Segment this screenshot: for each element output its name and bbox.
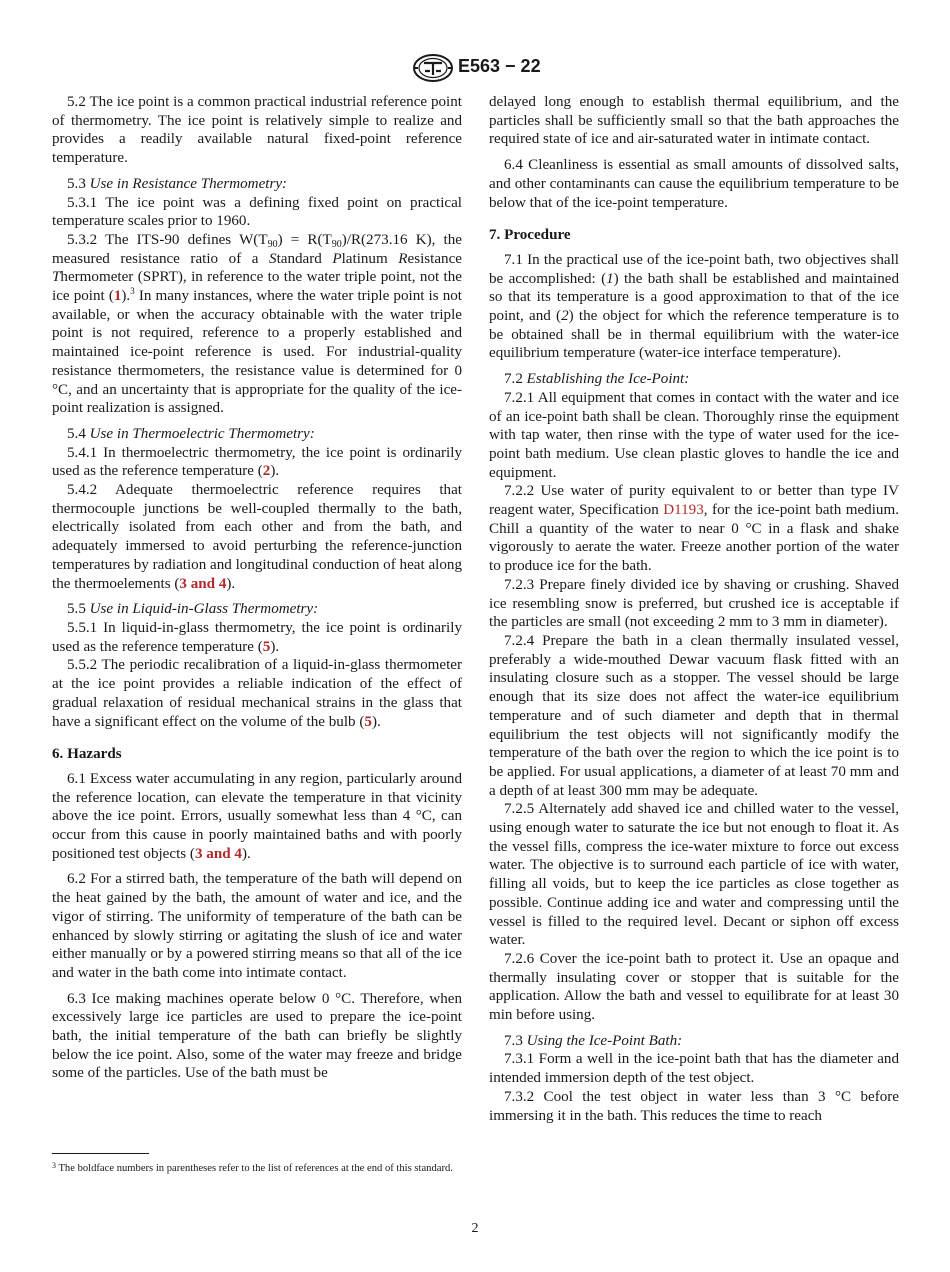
standard-designation: E563 − 22 <box>458 56 541 76</box>
section-5-3-2: 5.3.2 The ITS-90 defines $W(T_{90}) = R(T_{90})/R(273.16$ K), the measured resistance ratio of a Standard Platinum Resistance Thermometer (SPRT), in reference to the water triple point, not the ice point (1).$^3$ In many instances, where the water triple point is not available, or when the accuracy obtainable with the water triple point is not required, reference to a properly established and maintained ice-point reference is used. For industrial-quality resistance thermometers, the resistance value is determined for 0 °C, and an uncertainty that is appropriate for the quality of the ice-point realization is assigned. <box>52 231 463 417</box>
section-6-3-continued: delayed long enough to establish thermal equilibrium, and the particles shall be sufficiently small so that the bath approaches the required state of ice and air-saturated water in intimate contact. <box>489 94 899 148</box>
reference-link[interactable]: 5 <box>364 713 372 730</box>
section-7-3-heading: 7.3 Using the Ice-Point Bath: <box>504 1032 683 1049</box>
section-7-2-5: 7.2.5 Alternately add shaved ice and chilled water to the vessel, using enough water to saturate the ice but not enough to float it. As the vessel fills, compress the ice-water mixture to force out excess water. The objective is to surround each particle of ice with water, filling all voids, but to keep the ice particles as close together as possible. Continue adding ice and water and compressing until the vessel is filled to the required level. Decant or siphon off excess water. <box>489 801 899 949</box>
section-5-3-heading: 5.3 Use in Resistance Thermometry: <box>67 175 288 192</box>
section-5-5-1: 5.5.1 In liquid-in-glass thermometry, the ice point is ordinarily used as the reference temperature (5). <box>52 619 462 655</box>
section-7-1: 7.1 In the practical use of the ice-point bath, two objectives shall be accomplished: (1) the bath shall be established and maintained so that its temperature is a good approximation to that of the ice point, and (2) the object for which the reference temperature is to be obtained shall be in thermal equilibrium with the water-ice equilibrium temperature (water-ice interface temperature). <box>489 251 900 362</box>
section-5-2: 5.2 The ice point is a common practical industrial reference point of thermometry. The ice point is relatively simple to realize and provides a readily available natural fixed-point reference temperature. <box>52 94 462 167</box>
section-5-5-2: 5.5.2 The periodic recalibration of a liquid-in-glass thermometer at the ice point provides a reliable indication of the effect of gradual relaxation of residual mechanical strains in the glass that have a significant effect on the volume of the bulb (5). <box>52 657 462 730</box>
reference-link[interactable]: 5 <box>262 638 271 655</box>
section-7-2-2: 7.2.2 Use water of purity equivalent to or better than type IV reagent water, Specification D1193, for the ice-point bath medium. Chill a quantity of the water to near 0 °C in a flask and shake vigorously to aerate the water. Freeze another portion of the water to produce ice for the bath. <box>489 483 899 575</box>
section-7-2-1: 7.2.1 All equipment that comes in contact with the water and ice of an ice-point bath shall be clean. Thoroughly rinse the equipment with tap water, then rinse with the type of water used for the ice-point bath medium. Use clean plastic gloves to handle the ice and equipment. <box>489 389 899 481</box>
footnote: $^3$ The boldface numbers in parentheses refer to the list of references at the end of this standard. <box>52 1161 453 1174</box>
section-5-5-heading: 5.5 Use in Liquid-in-Glass Thermometry: <box>67 601 319 618</box>
section-5-4-2: 5.4.2 Adequate thermoelectric reference requires that thermocouple junctions be well-coupled thermally to the bath, electrically isolated from each other and from the bath, and adequately immersed to avoid perturbing the reference-junction temperatures by radiation and longitudinal conduction of heat along the thermoelements (3 and 4). <box>52 482 462 592</box>
section-5-4-1: 5.4.1 In thermoelectric thermometry, the ice point is ordinarily used as the reference temperature (2). <box>52 444 462 480</box>
reference-link[interactable]: 1 <box>113 288 122 305</box>
section-7-2-6: 7.2.6 Cover the ice-point bath to protect it. Use an opaque and thermally insulating cover or stopper that is suitable for the application. Allow the bath and vessel to equilibrate for at least 30 min before using. <box>489 950 899 1024</box>
section-6-2: 6.2 For a stirred bath, the temperature of the bath will depend on the heat gained by the bath, the amount of water and ice, and the vigor of stirring. The uniformity of temperature of the bath can be enhanced by slowly stirring or agitating the slush of ice and water either manually or by a powered stirring means so that all of the ice and water in the bath come into intimate contact. <box>52 871 462 981</box>
section-7-2-4: 7.2.4 Prepare the bath in a clean thermally insulated vessel, preferably a wide-mouthed Dewar vacuum flask fitted with an insulating closure such as a stopper. The vessel should be large enough that its size does not affect the water-ice equilibrium temperature and of such diameter and depth that in thermal equilibrium the test objects will not significantly modify the temperature of the bath over the region to which the ice point is to be applied. For usual applications, a diameter of at least 70 mm and a depth of at least 300 mm may be adequate. <box>489 632 899 799</box>
section-5-3-1: 5.3.1 The ice point was a defining fixed point on practical temperature scales prior to 1960. <box>52 194 462 230</box>
reference-link[interactable]: 3 and 4 <box>179 575 227 592</box>
section-5-4-heading: 5.4 Use in Thermoelectric Thermometry: <box>67 425 315 442</box>
left-column <box>52 93 462 1083</box>
section-7-heading: 7. Procedure <box>489 227 571 244</box>
footnote-divider <box>52 1153 149 1154</box>
section-7-2-heading: 7.2 Establishing the Ice-Point: <box>504 371 690 388</box>
footnote-marker[interactable]: 3 <box>130 286 135 297</box>
reference-link[interactable]: 2 <box>262 463 271 480</box>
section-7-3-2: 7.3.2 Cool the test object in water less than 3 °C before immersing it in the bath. This reduces the time to reach <box>489 1088 899 1124</box>
section-6-3: 6.3 Ice making machines operate below 0 °C. Therefore, when excessively large ice particles are used to prepare the ice-point bath, the initial temperature of the bath can briefly be slightly below the ice point. Also, some of the water may freeze and bridge some of the particles. Use of the bath must be <box>52 990 462 1082</box>
section-7-3-1: 7.3.1 Form a well in the ice-point bath that has the diameter and intended immersion depth of the test object. <box>489 1051 899 1087</box>
page-number: 2 <box>471 1221 479 1236</box>
section-6-heading: 6. Hazards <box>52 746 122 763</box>
page-header <box>0 54 950 84</box>
spec-d1193-link[interactable]: D1193 <box>663 502 704 519</box>
astm-logo-icon <box>413 54 453 82</box>
section-6-4: 6.4 Cleanliness is essential as small amounts of dissolved salts, and other contaminants can cause the equilibrium temperature to be below that of the ice-point temperature. <box>489 157 899 211</box>
reference-link[interactable]: 3 and 4 <box>194 845 242 862</box>
right-column <box>489 93 899 1125</box>
section-7-2-3: 7.2.3 Prepare finely divided ice by shaving or crushing. Shaved ice resembling snow is preferred, but crushed ice is acceptable if the particles are small (not exceeding 2 mm to 3 mm in diameter). <box>489 576 899 631</box>
section-6-1: 6.1 Excess water accumulating in any region, particularly around the reference location, can elevate the temperature in that vicinity above the ice point. Errors, usually somewhat less than 4 °C, can occur from this cause in poorly maintained baths and with poorly positioned test objects (3 and 4). <box>52 770 462 862</box>
